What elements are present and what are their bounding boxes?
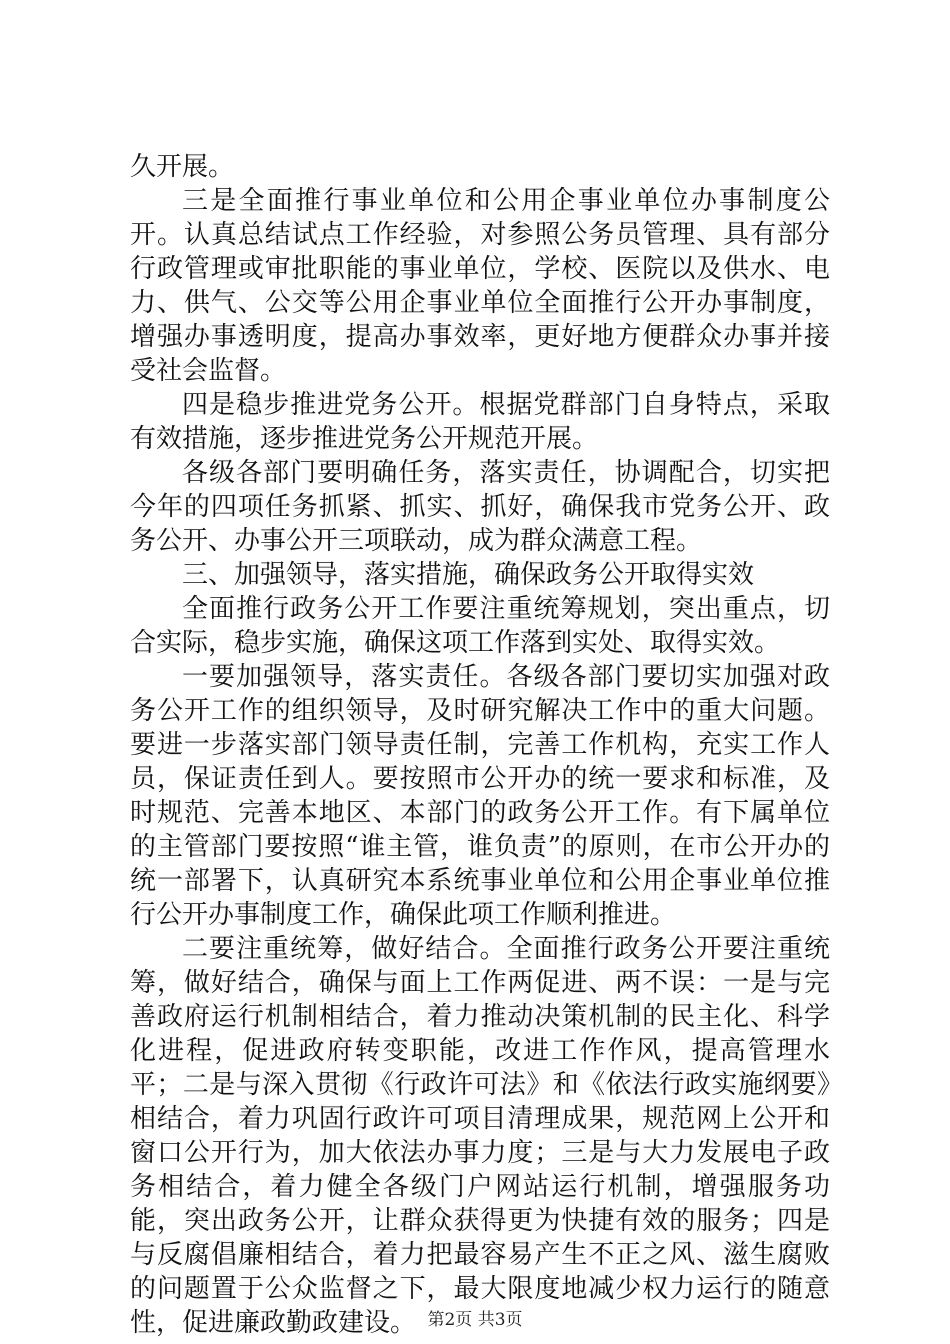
paragraph-4: 各级各部门要明确任务，落实责任，协调配合，切实把今年的四项任务抓紧、抓实、抓好，确保我市党务公开、政务公开、办事公开三项联动，成为群众满意工程。	[130, 458, 830, 556]
paragraph-6: 全面推行政务公开工作要注重统筹规划，突出重点，切合实际，稳步实施，确保这项工作落到实处、取得实效。	[130, 594, 830, 658]
document-body	[130, 150, 830, 1340]
section-heading: 三、加强领导，落实措施，确保政务公开取得实效	[182, 560, 755, 590]
paragraph-3: 四是稳步推进党务公开。根据党群部门自身特点，采取有效措施，逐步推进党务公开规范开展。	[130, 390, 830, 454]
paragraph-2: 三是全面推行事业单位和公用企事业单位办事制度公开。认真总结试点工作经验，对参照公务员管理、具有部分行政管理或审批职能的事业单位，学校、医院以及供水、电力、供气、公交等公用企事业单位全面推行公开办事制度，增强办事透明度，提高办事效率，更好地方便群众办事并接受社会监督。	[130, 186, 830, 386]
page-number-footer: 第2页 共3页	[427, 1310, 523, 1330]
paragraph-1: 久开展。	[130, 152, 235, 182]
paragraph-8: 二要注重统筹，做好结合。全面推行政务公开要注重统筹，做好结合，确保与面上工作两促进、两不误：一是与完善政府运行机制相结合，着力推动决策机制的民主化、科学化进程，促进政府转变职能，改进工作作风，提高管理水平；二是与深入贯彻《行政许可法》和《依法行政实施纲要》相结合，着力巩固行政许可项目清理成果，规范网上公开和窗口公开行为，加大依法办事力度；三是与大力发展电子政务相结合，着力健全各级门户网站运行机制，增强服务功能，突出政务公开，让群众获得更为快捷有效的服务；四是与反腐倡廉相结合，着力把最容易产生不正之风、滋生腐败的问题置于公众监督之下，最大限度地减少权力运行的随意性，促进廉政勤政建设。	[130, 934, 830, 1338]
paragraph-7: 一要加强领导，落实责任。各级各部门要切实加强对政务公开工作的组织领导，及时研究解决工作中的重大问题。要进一步落实部门领导责任制，完善工作机构，充实工作人员，保证责任到人。要按照市公开办的统一要求和标准，及时规范、完善本地区、本部门的政务公开工作。有下属单位的主管部门要按照“谁主管，谁负责”的原则，在市公开办的统一部署下，认真研究本系统事业单位和公用企事业单位推行公开办事制度工作，确保此项工作顺利推进。	[130, 662, 830, 930]
